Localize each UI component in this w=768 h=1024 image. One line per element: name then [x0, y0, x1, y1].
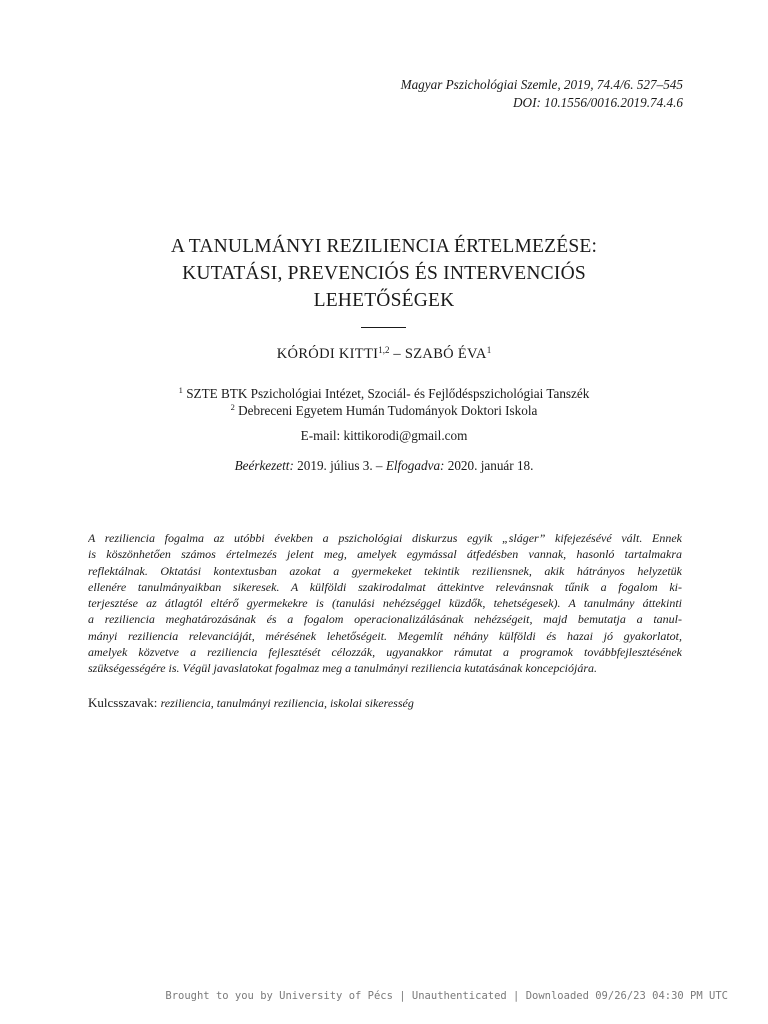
journal-citation	[401, 76, 683, 112]
abstract-line: A reziliencia fogalma az utóbbi években a pszichológiai diskurzus egyik „sláger” kifejezésévé vált. Ennek	[88, 531, 682, 545]
keywords	[88, 695, 414, 711]
submission-dates	[0, 458, 768, 474]
affiliation-2	[0, 398, 768, 420]
accepted-date: 2020. január 18.	[444, 458, 534, 473]
title-line-2: KUTATÁSI, PREVENCIÓS ÉS INTERVENCIÓS	[182, 263, 586, 284]
doi-line: DOI: 10.1556/0016.2019.74.4.6	[513, 95, 683, 110]
keywords-label: Kulcsszavak:	[88, 695, 161, 710]
author-1-affiliation-marks: 1,2	[378, 345, 390, 355]
download-watermark: Brought to you by University of Pécs | Unauthenticated | Downloaded 09/26/23 04:30 PM UTC	[165, 990, 728, 1002]
affiliation-2-mark: 2	[230, 402, 235, 412]
affiliation-1-mark: 1	[178, 385, 183, 395]
accepted-label: Elfogadva:	[385, 458, 445, 473]
keywords-values: reziliencia, tanulmányi reziliencia, iskolai sikeresség	[160, 696, 414, 710]
article-title	[0, 233, 768, 314]
affiliation-1-text: SZTE BTK Pszichológiai Intézet, Szociál- és Fejlődéspszichológiai Tanszék	[186, 386, 590, 401]
abstract-line: a reziliencia meghatározásának és a fogalom operacionalizálásának nehézségeit, majd bemutatja a tanul-	[88, 612, 682, 627]
abstract-line: szükségességére is. Végül javaslatokat fogalmaz meg a tanulmányi reziliencia kutatásának koncepciójára.	[88, 661, 598, 676]
abstract-line: reflektálnak. Oktatási kontextusban azokat a gyermekeket tekintik reziliensnek, akik hátrányos helyzetük	[88, 563, 682, 578]
title-line-1: A TANULMÁNYI REZILIENCIA ÉRTELMEZÉSE:	[170, 236, 598, 257]
author-line	[0, 345, 768, 363]
received-label: Beérkezett:	[234, 458, 294, 473]
title-line-3: LEHETŐSÉGEK	[313, 290, 455, 311]
abstract	[88, 530, 682, 677]
received-date: 2019. július 3. –	[293, 458, 386, 473]
abstract-line: terjesztése az átlagtól eltérő gyermekekre is (tanulási nehézséggel küzdők, tehetségesek). A tanulmány áttekinti	[88, 596, 682, 611]
journal-line: Magyar Pszichológiai Szemle, 2019, 74.4/6. 527–545	[400, 77, 683, 92]
author-2-name: SZABÓ ÉVA	[404, 346, 487, 362]
abstract-line: amelyek közvetve a reziliencia fejlesztését célozzák, ugyanakkor rámutat a programok továbbfejlesztésének	[88, 645, 682, 660]
author-separator: –	[389, 346, 405, 362]
author-1-name: KÓRÓDI KITTI	[276, 346, 379, 362]
abstract-line: ellenére tanulmányaikban sikeresek. A külföldi szakirodalmat áttekintve relevánsnak tűnik a fogalom ki-	[88, 579, 682, 594]
contact-email: E-mail: kittikorodi@gmail.com	[300, 428, 468, 443]
abstract-line: mányi reziliencia relevanciáját, mérésének lehetőségeit. Megemlít néhány külföldi és hazai jó gyakorlatot,	[88, 628, 682, 643]
affiliation-2-text: Debreceni Egyetem Humán Tudományok Doktori Iskola	[238, 403, 538, 418]
author-2-affiliation-mark: 1	[486, 345, 492, 355]
abstract-line: is köszönhetően számos értelmezés jelent meg, amelyek egymással átfedésben vannak, hasonló tartalmakra	[88, 547, 682, 562]
title-divider	[361, 327, 406, 328]
